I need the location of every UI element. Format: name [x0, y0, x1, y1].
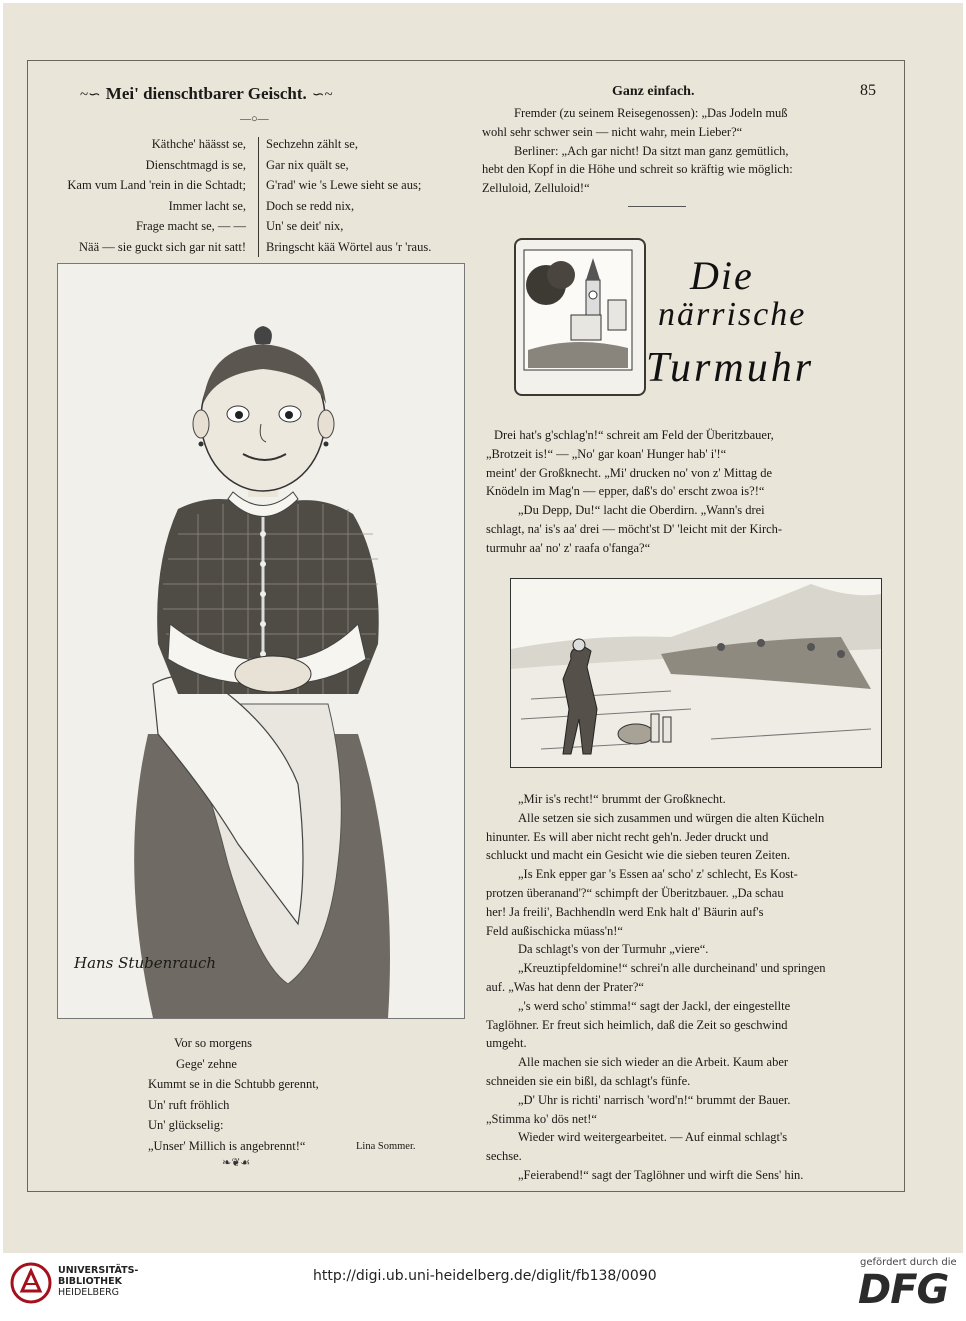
text-line: „Is Enk epper gar 's Essen aa' scho' z' schlecht, Es Kost- [518, 867, 798, 882]
institution-line: BIBLIOTHEK [58, 1276, 122, 1287]
text-line: hinunter. Es will aber nicht recht geh'n. Jeder druckt und [486, 829, 769, 844]
harvest-scene-drawing [511, 579, 881, 767]
story-paragraph-1 [486, 426, 878, 558]
poem-line: Kummt se in die Schtubb gerennt, [148, 1077, 319, 1091]
title-rule-ornament: —○— [240, 113, 269, 125]
text-line: meint' der Großknecht. „Mi' drucken no' von z' Mittag de [486, 465, 773, 480]
poem-line: Nää — sie guckt sich gar nit satt! [79, 239, 246, 254]
poem-line: Frage macht se, — — [135, 219, 246, 233]
church-tower-drawing [516, 240, 640, 390]
poem-line: „Unser' Millich is angebrennt!“ [148, 1138, 306, 1153]
title-die: Die [690, 253, 754, 298]
poem1-right-column [266, 134, 462, 257]
poem-line: Gar nix quält se, [266, 157, 349, 172]
page-number: 85 [860, 82, 876, 99]
title-naerrische: närrische [658, 296, 807, 333]
poem-line: Un' ruft fröhlich [148, 1097, 230, 1112]
funding-label: gefördert durch die [860, 1257, 957, 1268]
poem-line: Kam vum Land 'rein in die Schtadt; [67, 178, 246, 192]
poem-line: Bringscht kää Wörtel aus 'r 'raus. [266, 239, 432, 254]
poem-column-divider [258, 137, 259, 257]
text-line: „Feierabend!“ sagt der Taglöhner und wirft die Sens' hin. [518, 1167, 804, 1182]
church-vignette [514, 238, 646, 396]
poem-line: Immer lacht se, [168, 198, 246, 213]
text-line: schneiden sie ein bißl, da schlagt's fünfe. [486, 1073, 691, 1088]
title-turmuhr: Turmuhr [646, 345, 815, 391]
text-line: „'s werd scho' stimma!“ sagt der Jackl, der eingestellte [518, 998, 791, 1013]
section-rule [628, 206, 686, 207]
text-line: Feld außischicka müass'n!“ [486, 923, 623, 938]
institution-name [58, 1265, 138, 1298]
poem-line: Un' glückselig: [148, 1118, 224, 1132]
university-seal-icon [10, 1261, 52, 1305]
library-footer [0, 1253, 966, 1321]
jodel-anecdote [482, 104, 872, 198]
poem-line: Un' se deit' nix, [266, 219, 344, 233]
text-line: schlagt, na' is's aa' drei — möcht'st D' 'leicht mit der Kirch- [486, 521, 783, 536]
text-line: „Brotzeit is!“ — „No' gar koan' Hunger hab' i'!“ [486, 446, 727, 461]
text-line: Knödeln im Mag'n — epper, daß's do' erscht zwoa is?!“ [486, 484, 765, 499]
right-column-title: Ganz einfach. [612, 84, 695, 99]
permalink-url[interactable]: http://digi.ub.uni-heidelberg.de/diglit/fb138/0090 [313, 1268, 657, 1284]
artist-signature: Hans Stubenrauch [74, 954, 217, 972]
poem-line: Vor so morgens [174, 1036, 253, 1050]
text-line: schluckt und macht ein Gesicht wie die sieben teuren Zeiten. [486, 848, 791, 863]
poem-line: G'rad' wie 's Lewe sieht se aus; [266, 178, 422, 192]
text-line: „Du Depp, Du!“ lacht die Oberdirn. „Wann's drei [518, 503, 765, 518]
text-line: turmuhr aa' no' z' raafa o'fanga?“ [486, 540, 651, 555]
text-line: protzen überanand'?“ schimpft der Überitzbauer. „Da schau [486, 885, 784, 900]
text-line: „Mir is's recht!“ brummt der Großknecht. [518, 792, 726, 806]
institution-line: UNIVERSITÄTS- [58, 1265, 139, 1276]
text-line: her! Ja freili', Bachhendln werd Enk halt d' Bäurin auf's [486, 904, 764, 919]
poem-line: Sechzehn zählt se, [266, 137, 358, 151]
text-line: Da schlagt's von der Turmuhr „viere“. [518, 942, 709, 957]
text-line: sechse. [486, 1149, 522, 1164]
poem2 [148, 1033, 468, 1156]
text-line: Wieder wird weitergearbeitet. — Auf einmal schlagt's [518, 1130, 788, 1145]
poem-line: Gege' zehne [176, 1056, 237, 1071]
right-flourish-icon: ∽~ [311, 87, 333, 103]
text-line: Fremder (zu seinem Reisegenossen): „Das Jodeln muß [514, 106, 788, 120]
poem-line: Dienschtmagd is se, [145, 157, 246, 172]
text-line: „Kreuztipfeldomine!“ schrei'n alle durcheinand' und springen [518, 961, 826, 976]
end-ornament: ❧❦☙ [222, 1156, 251, 1169]
text-line: Zelluloid, Zelluloid!“ [482, 181, 590, 196]
poem1-left-column [48, 134, 246, 257]
text-line: Alle machen sie sich wieder an die Arbeit. Kaum aber [518, 1055, 789, 1070]
text-line: Drei hat's g'schlag'n!“ schreit am Feld der Überitzbauer, [494, 428, 774, 442]
text-line: hebt den Kopf in die Höhe und schreit so kräftig wie möglich: [482, 162, 793, 177]
text-line: Taglöhner. Er freut sich heimlich, daß die Zeit so geschwind [486, 1017, 788, 1032]
text-line: umgeht. [486, 1036, 527, 1051]
left-header [80, 84, 440, 104]
dfg-logo: DFG [858, 1267, 949, 1313]
poem-line: Doch se redd nix, [266, 198, 355, 213]
text-line: „D' Uhr is richti' narrisch 'word'n!“ brummt der Bauer. [518, 1092, 791, 1107]
portrait-illustration [57, 263, 465, 1019]
poem-author: Lina Sommer. [356, 1141, 416, 1152]
text-line: auf. „Was hat denn der Prater?“ [486, 979, 644, 994]
left-flourish-icon: ~∽ [80, 87, 101, 103]
poem-line: Käthche' häässt se, [151, 137, 246, 151]
text-line: Alle setzen sie sich zusammen und würgen die alten Kücheln [518, 810, 825, 825]
maid-drawing [58, 264, 464, 1018]
text-line: Berliner: „Ach gar nicht! Da sitzt man ganz gemütlich, [514, 143, 789, 158]
institution-line: HEIDELBERG [58, 1287, 120, 1298]
left-column-title: Mei' dienschtbarer Geischt. [105, 84, 307, 103]
text-line: wohl sehr schwer sein — nicht wahr, mein Lieber?“ [482, 124, 743, 139]
text-line: „Stimma ko' dös net!“ [486, 1111, 597, 1126]
field-illustration [510, 578, 882, 768]
story-paragraph-2 [486, 790, 878, 1185]
